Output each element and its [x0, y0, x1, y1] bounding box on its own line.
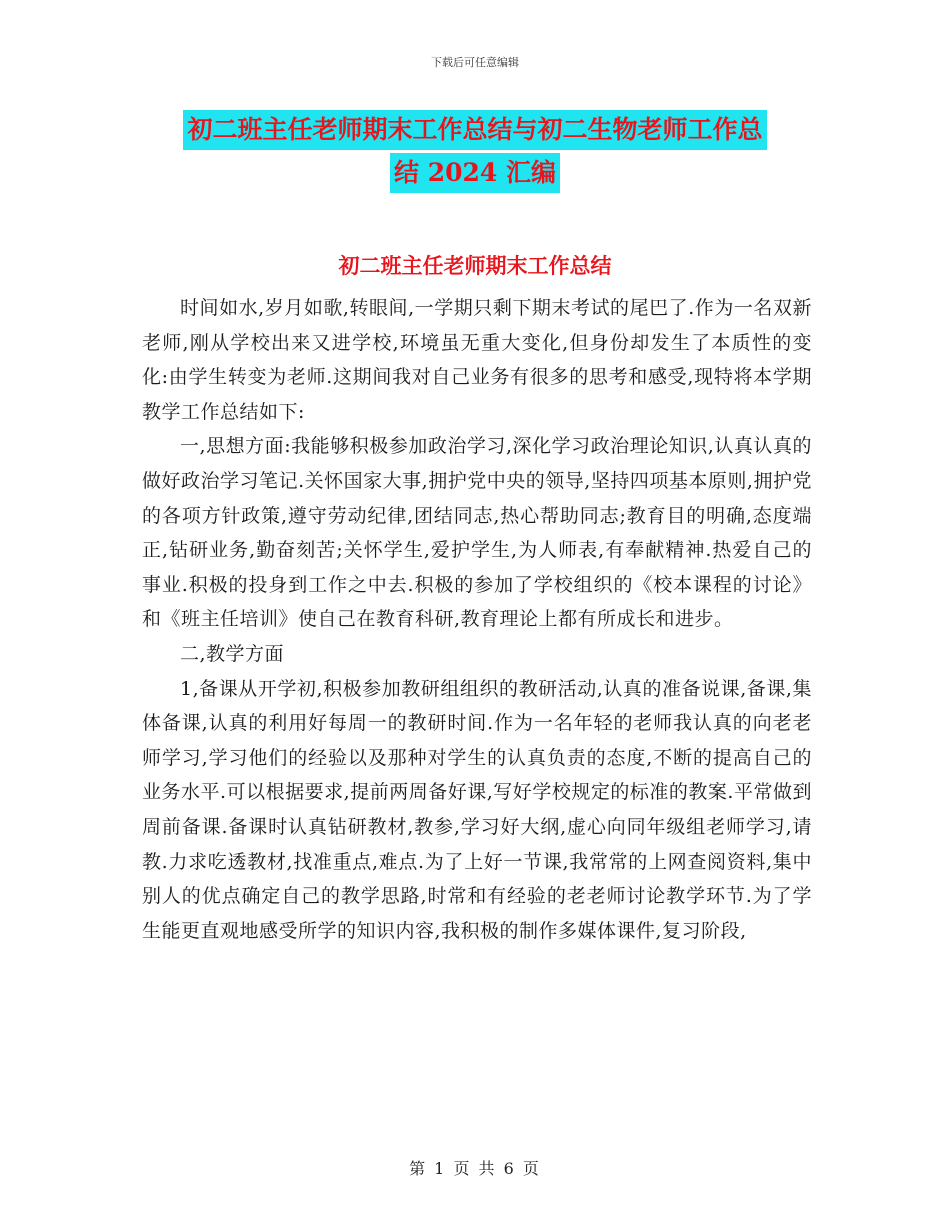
section-subtitle: 初二班主任老师期末工作总结 [338, 253, 612, 278]
body-text [142, 291, 812, 948]
paragraph-ideology: 一,思想方面:我能够积极参加政治学习,深化学习政治理论知识,认真认真的做好政治学习笔记.关怀国家大事,拥护党中央的领导,坚持四项基本原则,拥护党的各项方针政策,遵守劳动纪律,团结同志,热心帮助同志;教育目的明确,态度端正,钻研业务,勤奋刻苦;关怀学生,爱护学生,为人师表,有奉献精神.热爱自己的事业.积极的投身到工作之中去.积极的参加了学校组织的《校本课程的讨论》和《班主任培训》使自己在教育科研,教育理论上都有所成长和进步。 [142, 435, 812, 631]
paragraph-teaching-heading: 二,教学方面 [180, 642, 285, 665]
page-footer: 第 1 页 共 6 页 [409, 1159, 541, 1178]
title-line-1: 初二班主任老师期末工作总结与初二生物老师工作总 [183, 110, 766, 150]
title-line-2: 结 2024 汇编 [390, 153, 560, 193]
header-note: 下载后可任意编辑 [431, 56, 519, 69]
paragraph-intro: 时间如水,岁月如歌,转眼间,一学期只剩下期末考试的尾巴了.作为一名双新老师,刚从学校出来又进学校,环境虽无重大变化,但身份却发生了本质性的变化:由学生转变为老师.这期间我对自己业务有很多的思考和感受,现特将本学期教学工作总结如下: [142, 297, 812, 423]
paragraph-lesson-prep: 1,备课从开学初,积极参加教研组组织的教研活动,认真的准备说课,备课,集体备课,认真的利用好每周一的教研时间.作为一名年轻的老师我认真的向老老师学习,学习他们的经验以及那种对学生的认真负责的态度,不断的提高自己的业务水平.可以根据要求,提前两周备好课,写好学校规定的标准的教案.平常做到周前备课.备课时认真钻研教材,教参,学习好大纲,虚心向同年级组老师学习,请教.力求吃透教材,找准重点,难点.为了上好一节课,我常常的上网查阅资料,集中别人的优点确定自己的教学思路,时常和有经验的老老师讨论教学环节.为了学生能更直观地感受所学的知识内容,我积极的制作多媒体课件,复习阶段, [142, 677, 812, 942]
document-title [140, 110, 810, 196]
